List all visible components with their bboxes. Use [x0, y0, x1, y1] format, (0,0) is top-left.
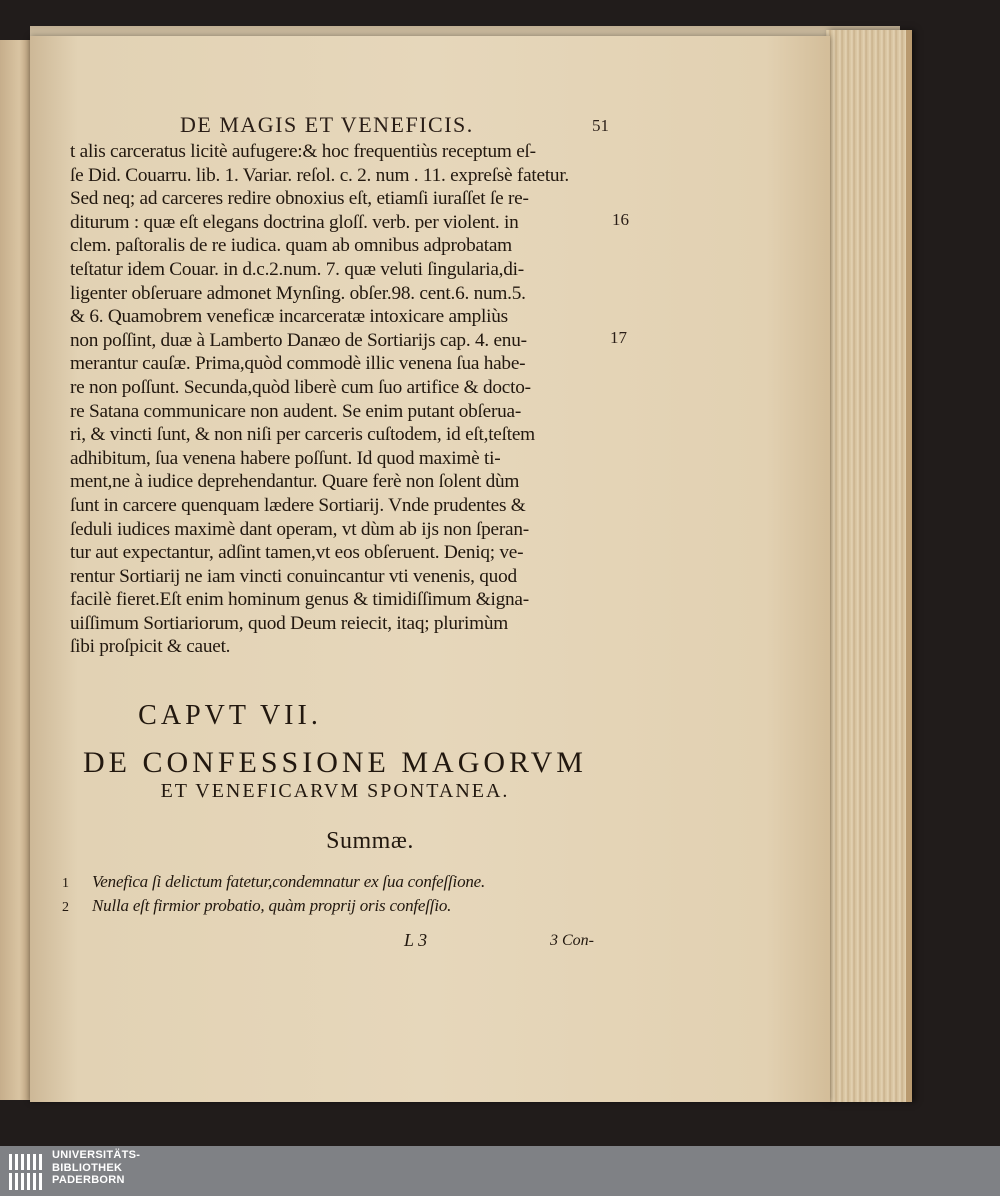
text-line: ſibi proſpicit & cauet. [70, 636, 231, 658]
text-line: ſe Did. Couarru. lib. 1. Variar. reſol. c. 2. num . 11. expreſsè fatetur. [70, 164, 569, 186]
library-name [52, 1149, 140, 1187]
chapter-subtitle: ET VENEFICARVM SPONTANEA. [160, 780, 510, 802]
summary-number: 2 [62, 900, 69, 915]
text-line: facilè fieret.Eſt enim hominum genus & timidiſſimum &igna- [70, 589, 529, 611]
catchword: 3 Con- [550, 932, 594, 949]
summary-text: Venefica ſi delictum fatetur,condemnatur ex ſua confeſſione. [92, 872, 486, 891]
summary-item [62, 896, 622, 920]
running-head: DE MAGIS ET VENEFICIS. [180, 112, 474, 137]
signature-mark: L 3 [404, 930, 428, 950]
page-stack-edge [826, 30, 912, 1102]
text-line: tur aut expectantur, adſint tamen,vt eos obſeruent. Deniq; ve- [70, 542, 524, 564]
text-line: merantur cauſæ. Prima,quòd commodè illic venena ſua habe- [70, 353, 526, 375]
summary-list [62, 872, 622, 920]
text-line: uiſſimum Sortiariorum, quod Deum reiecit, itaq; plurimùm [70, 612, 508, 634]
text-line: ſunt in carcere quenquam lædere Sortiarij. Vnde prudentes & [70, 494, 526, 516]
text-line: rentur Sortiarij ne iam vincti conuincantur vti venenis, quod [70, 565, 517, 587]
library-name-line: PADERBORN [52, 1174, 125, 1186]
text-line: adhibitum, ſua venena habere poſſunt. Id quod maximè ti- [70, 447, 501, 469]
library-logo-icon [8, 1152, 46, 1192]
summae-heading: Summæ. [326, 828, 414, 854]
chapter-number: CAPVT VII. [138, 700, 322, 731]
body-text [70, 140, 630, 659]
text-line: ment,ne à iudice deprehendantur. Quare ferè non ſolent dùm [70, 471, 520, 493]
text-line: ligenter obſeruare admonet Mynſing. obſer.98. cent.6. num.5. [70, 282, 526, 304]
summary-text: Nulla eſt firmior probatio, quàm proprij oris confeſſio. [92, 896, 452, 915]
margin-number: 16 [612, 210, 629, 229]
text-line: re non poſſunt. Secunda,quòd liberè cum ſuo artifice & docto- [70, 376, 531, 398]
text-line: ri, & vincti ſunt, & non niſi per carceris cuſtodem, id eſt,teſtem [70, 424, 535, 446]
text-line: ſeduli iudices maximè dant operam, vt dùm ab ijs non ſperan- [70, 518, 529, 540]
summary-number: 1 [62, 876, 69, 891]
text-line: teſtatur idem Couar. in d.c.2.num. 7. quæ veluti ſingularia,di- [70, 258, 524, 280]
page-number: 51 [592, 116, 609, 135]
text-line: t alis carceratus licitè aufugere:& hoc frequentiùs receptum eſ- [70, 141, 536, 162]
left-page-edge [0, 40, 32, 1100]
text-line: diturum : quæ eſt elegans doctrina gloſſ. verb. per violent. in [70, 211, 519, 233]
library-footer [0, 1146, 1000, 1196]
text-line: & 6. Quamobrem veneficæ incarceratæ intoxicare ampliùs [70, 306, 508, 328]
summary-item [62, 872, 622, 896]
library-name-line: BIBLIOTHEK [52, 1161, 123, 1174]
text-line: clem. paſtoralis de re iudica. quam ab omnibus adprobatam [70, 235, 512, 257]
margin-number: 17 [610, 328, 627, 347]
text-line: non poſſint, duæ à Lamberto Danæo de Sortiarijs cap. 4. enu- [70, 329, 527, 351]
text-line: Sed neq; ad carceres redire obnoxius eſt, etiamſi iuraſſet ſe re- [70, 188, 529, 210]
text-line: re Satana communicare non audent. Se enim putant obſerua- [70, 400, 522, 422]
chapter-title: DE CONFESSIONE MAGORVM [83, 746, 587, 779]
library-name-line: UNIVERSITÄTS- [52, 1149, 141, 1161]
